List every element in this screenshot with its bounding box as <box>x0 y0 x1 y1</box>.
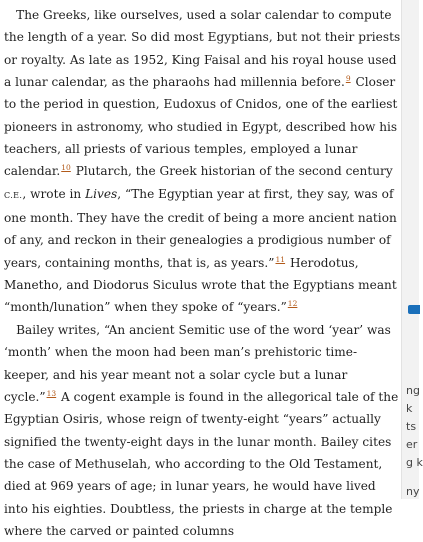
paragraph-text: Plutarch, the Greek historian of the second century <box>71 164 393 179</box>
paragraph-text: , wrote in <box>22 186 86 201</box>
adjacent-text-fragment: er <box>406 438 418 451</box>
scroll-indicator[interactable] <box>408 305 420 314</box>
footnote-link[interactable]: 10 <box>61 163 71 173</box>
paragraph <box>4 4 401 319</box>
paragraph-text: , “The Egyptian year at first, they say, was of one month. They have the credit of being a more ancient nation of any, and reckon in their genealogies a prodigious number of years, containing months, that is, as years.” <box>4 186 397 270</box>
work-title: Lives <box>85 186 118 201</box>
paragraph-text: The Greeks, like ourselves, used a solar calendar to compute the length of a year. So did most Egyptians, but not their priests or royalty. As late as 1952, King Faisal and his royal house used a lunar calendar, as the pharaohs had millennia before. <box>4 8 401 90</box>
adjacent-text-fragment: ny <box>406 485 420 498</box>
footnote-link[interactable]: 12 <box>287 299 298 309</box>
adjacent-text-fragment: ng <box>406 384 420 397</box>
footnote-link[interactable]: 11 <box>275 254 286 264</box>
footnote-link[interactable]: 13 <box>46 388 57 398</box>
adjacent-text-fragment: g k <box>406 456 423 469</box>
paragraph-text: Closer to the period in question, Eudoxus of Cnidos, one of the earliest pioneers in astronomy, who studied in Egypt, described how his teachers, all priests of various temples, employed a lunar calendar. <box>4 75 398 179</box>
footnote-link[interactable]: 9 <box>345 74 351 84</box>
adjacent-text-fragment: k <box>406 402 413 415</box>
adjacent-panel <box>401 0 423 499</box>
paragraph-text: Herodotus, Manetho, and Diodorus Siculus wrote that the Egyptians meant “month/lunation” when they spoke of “years.” <box>4 255 397 315</box>
paragraph <box>4 319 401 542</box>
era-abbreviation: C.E. <box>4 190 23 200</box>
paragraph-text: A cogent example is found in the allegorical tale of the Egyptian Osiris, whose reign of twenty-eight “years” actually signified the twenty-eight days in the lunar month. Bailey cites the case of Methuselah, who according to the Old Testament, died at 969 years of age; in lunar years, he would have lived into his eighties. Doubtless, the priests in charge at the temple where the carved or painted columns <box>4 389 399 538</box>
adjacent-text-fragment: ts <box>406 420 417 433</box>
paragraph-text: Bailey writes, “An ancient Semitic use of the word ‘year’ was ‘month’ when the moon had been man’s prehistoric time-keeper, and his year meant not a solar cycle but a lunar cycle.” <box>4 322 391 404</box>
